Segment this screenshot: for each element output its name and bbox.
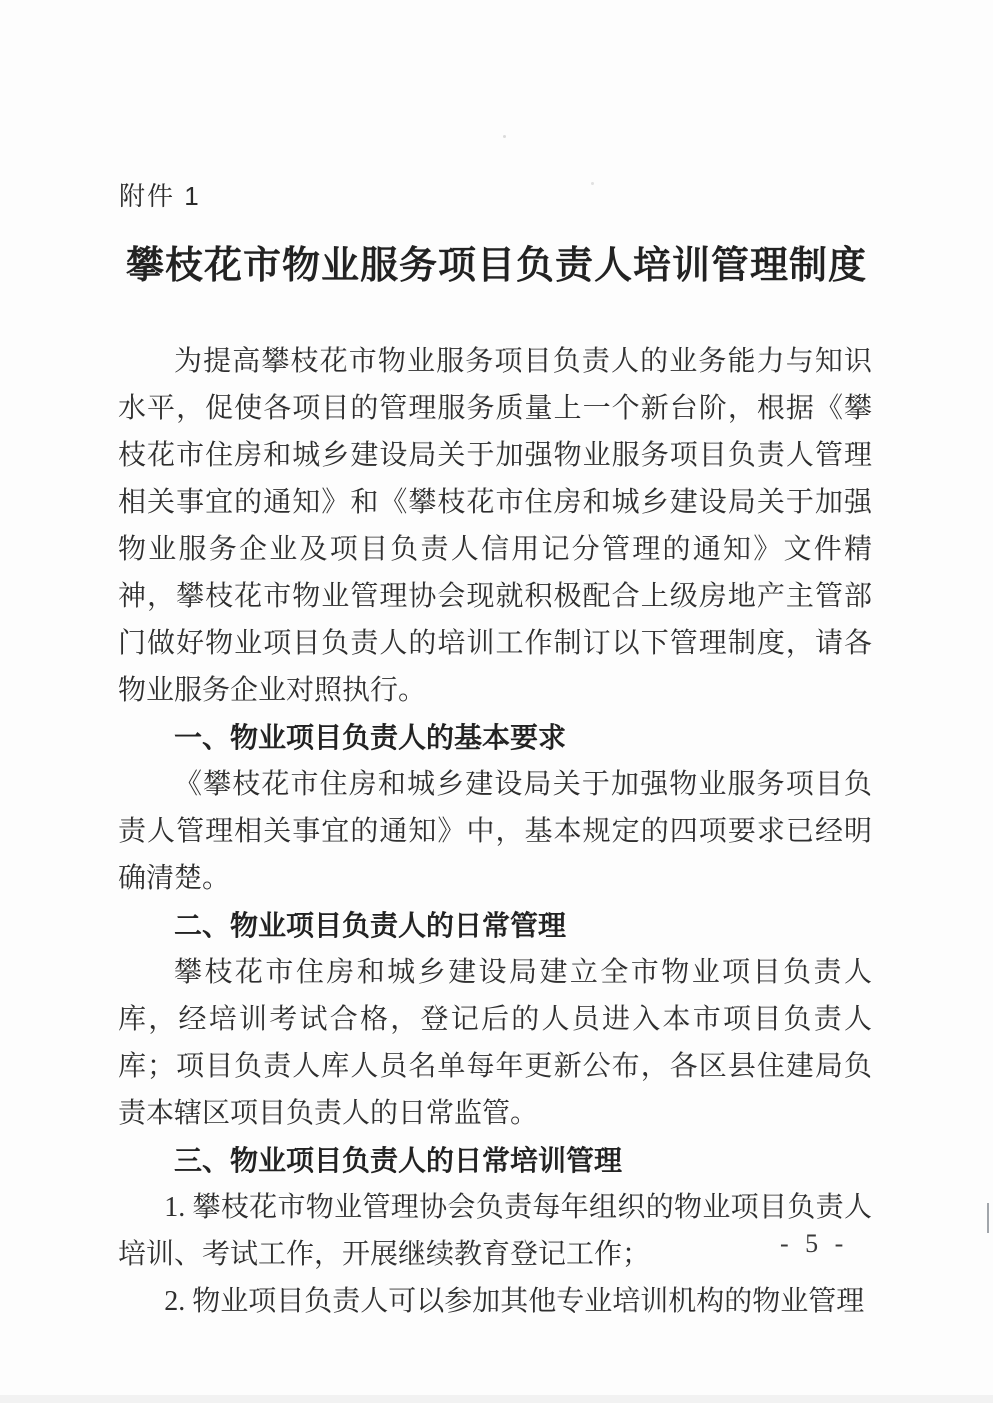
attachment-label: 附件 1 [119,181,201,211]
document-title: 攀枝花市物业服务项目负责人培训管理制度 [125,245,867,287]
paragraph-section-2: 攀枝花市住房和城乡建设局建立全市物业项目负责人库，经培训考试合格，登记后的人员进入本市项目负责人库；项目负责人库人员名单每年更新公布，各区县住建局负责本辖区项目负责人的日常监管。 [118,957,872,1129]
document-body [118,338,872,1325]
scan-speck [591,182,594,185]
section-heading-1: 一、物业项目负责人的基本要求 [174,722,567,753]
paragraph-section-1: 《攀枝花市住房和城乡建设局关于加强物业服务项目负责人管理相关事宜的通知》中，基本规定的四项要求已经明确清楚。 [118,769,872,894]
list-item-2: 2. 物业项目负责人可以参加其他专业培训机构的物业管理 [164,1286,865,1317]
scan-edge-artifact [987,1203,989,1233]
list-item-1: 1. 攀枝花市物业管理协会负责每年组织的物业项目负责人培训、考试工作，开展继续教育登记工作； [118,1192,872,1270]
paragraph-intro: 为提高攀枝花市物业服务项目负责人的业务能力与知识水平，促使各项目的管理服务质量上一个新台阶，根据《攀枝花市住房和城乡建设局关于加强物业服务项目负责人管理相关事宜的通知》和《攀枝花市住房和城乡建设局关于加强物业服务企业及项目负责人信用记分管理的通知》文件精神，攀枝花市物业管理协会现就积极配合上级房地产主管部门做好物业项目负责人的培训工作制订以下管理制度，请各物业服务企业对照执行。 [118,346,872,706]
scan-bottom-edge [0,1395,993,1403]
section-heading-3: 三、物业项目负责人的日常培训管理 [174,1145,623,1176]
scan-speck [503,135,506,138]
section-heading-2: 二、物业项目负责人的日常管理 [174,910,567,941]
page-number: - 5 - [780,1229,849,1258]
